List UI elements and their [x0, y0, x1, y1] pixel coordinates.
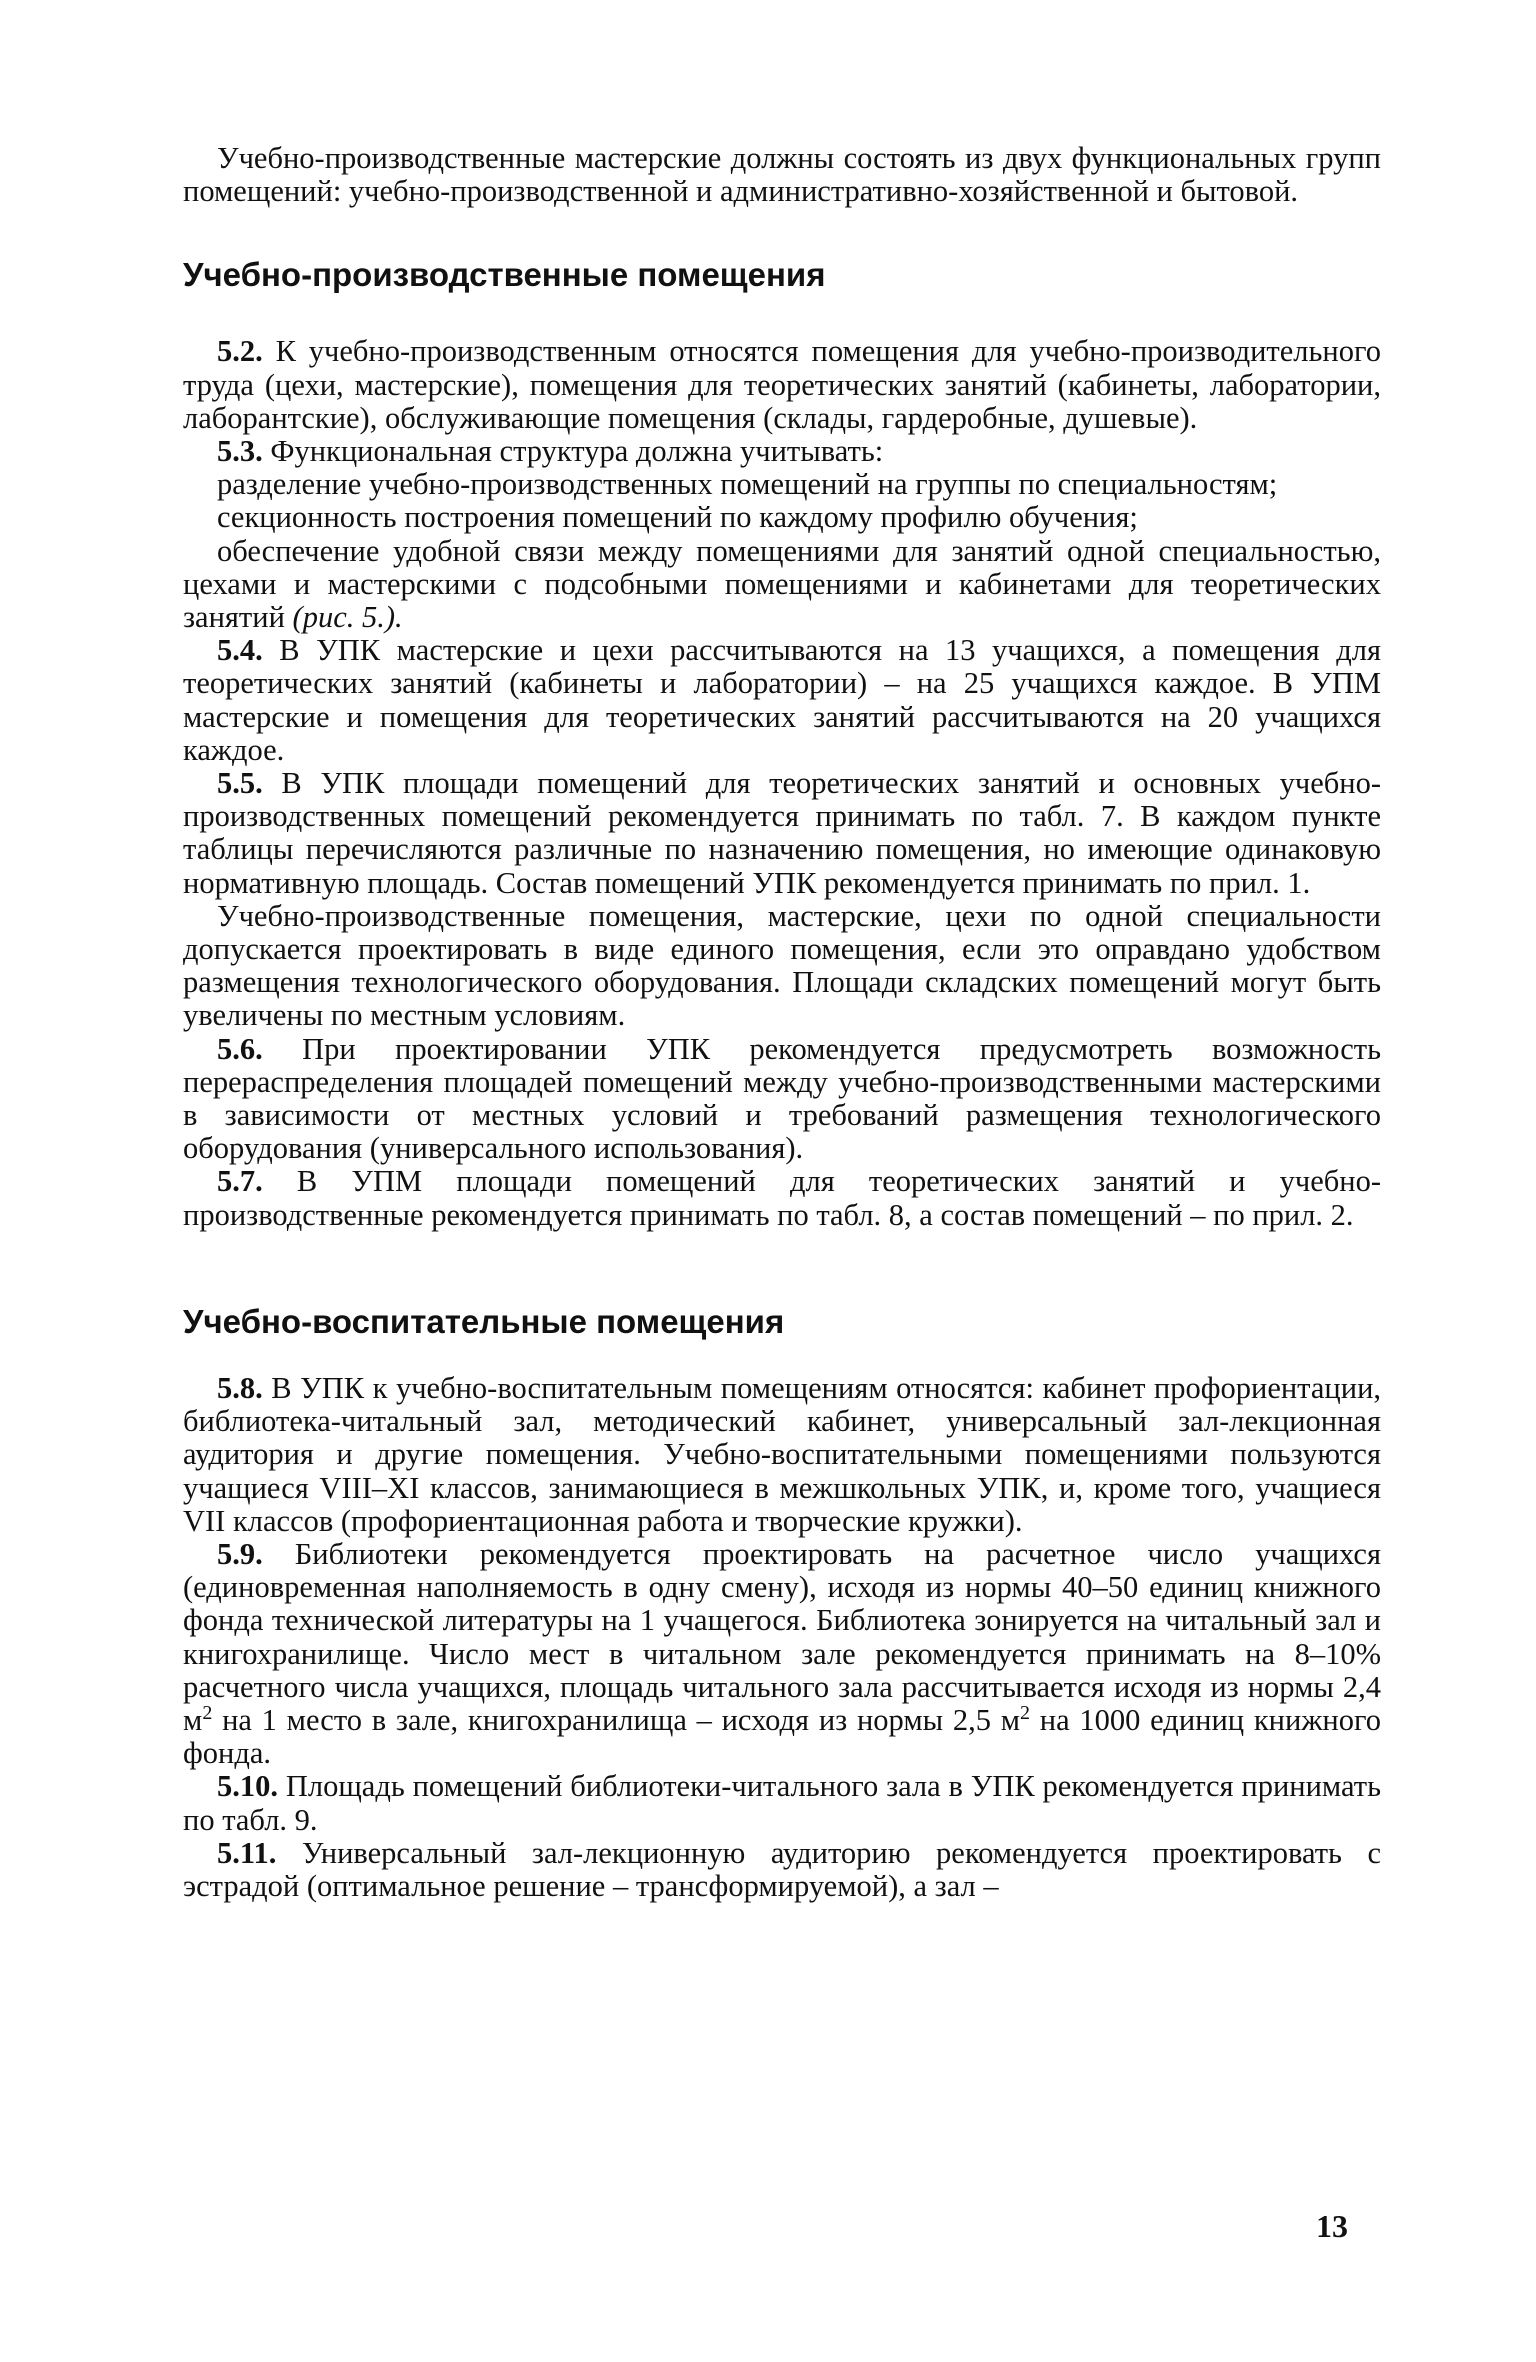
paragraph-text: на 1 место в зале, книгохранилища – исходя из нормы 2,5 м: [212, 1702, 1021, 1737]
paragraph-5-8: [183, 1372, 1381, 1538]
paragraph-5-2: [183, 335, 1381, 435]
paragraph-text: Универсальный зал-лекционную аудиторию рекомендуется проектировать с эстрадой (оптимальное решение – трансформируемой), а зал –: [183, 1835, 1381, 1903]
figure-reference: (рис. 5.).: [292, 600, 403, 635]
paragraph-text: В УПМ площади помещений для теоретических занятий и учебно-производственные рекомендуется принимать по табл. 8, а состав помещений – по прил. 2.: [183, 1164, 1381, 1232]
paragraph-number: 5.3.: [217, 434, 263, 469]
list-item-text: обеспечение удобной связи между помещениями для занятий одной специальностью, цехами и мастерскими с подсобными помещениями и кабинетами для теоретических занятий: [183, 533, 1381, 635]
paragraph-5-3: [183, 435, 1381, 468]
paragraph-text: Библиотеки рекомендуется проектировать на расчетное число учащихся (единовременная наполняемость в одну смену), исходя из нормы 40–50 единиц книжного фонда технической литературы на 1 учащегося. Библиотека зонируется на читальный зал и книгохранилище. Число мест в читальном зале рекомендуется принимать на 8–10% расчетного числа учащихся, площадь читального зала рассчитывается исходя из нормы 2,4 м: [183, 1536, 1381, 1737]
paragraph-text: Функциональная структура должна учитывать:: [270, 434, 884, 469]
paragraph-number: 5.4.: [217, 633, 263, 668]
paragraph-text: В УПК к учебно-воспитательным помещениям относятся: кабинет профориентации, библиотека-читальный зал, методический кабинет, универсальный зал-лекционная аудитория и другие помещения. Учебно-воспитательными помещениями пользуются учащиеся VIII–XI классов, занимающиеся в межшкольных УПК, и, кроме того, учащиеся VII классов (профориентационная работа и творческие кружки).: [183, 1370, 1382, 1538]
paragraph-number: 5.5.: [217, 766, 263, 801]
section-heading-production: Учебно-производственные помещения: [183, 256, 826, 294]
paragraph-5-6: [183, 1033, 1381, 1166]
paragraph-5-5: [183, 767, 1381, 900]
paragraph-text: Площадь помещений библиотеки-читального зала в УПК рекомендуется принимать по табл. 9.: [183, 1769, 1381, 1837]
list-item: [183, 535, 1381, 635]
paragraph-5-5-continued: Учебно-производственные помещения, мастерские, цехи по одной специальности допускается проектировать в виде единого помещения, если это оправдано удобством размещения технологического оборудования. Площади складских помещений могут быть увеличены по местным условиям.: [183, 898, 1381, 1033]
paragraph-number: 5.10.: [217, 1769, 278, 1804]
paragraph-5-11: [183, 1837, 1381, 1903]
paragraph-text: При проектировании УПК рекомендуется предусмотреть возможность перераспределения площадей помещений между учебно-производственными мастерскими в зависимости от местных условий и требований размещения технологического оборудования (универсального использования).: [183, 1031, 1382, 1166]
paragraph-number: 5.8.: [217, 1370, 263, 1405]
paragraph-5-7: [183, 1165, 1381, 1231]
paragraph-number: 5.11.: [217, 1835, 277, 1870]
paragraph-text: на 1000 единиц книжного фонда.: [183, 1702, 1381, 1771]
paragraph-number: 5.2.: [217, 334, 263, 369]
paragraph-number: 5.6.: [217, 1031, 263, 1066]
paragraph-number: 5.7.: [217, 1164, 263, 1199]
superscript: 2: [202, 1701, 213, 1724]
paragraph-text: В УПК мастерские и цехи рассчитываются на 13 учащихся, а помещения для теоретических занятий (кабинеты и лаборатории) – на 25 учащихся каждое. В УПМ мастерские и помещения для теоретических занятий рассчитываются на 20 учащихся каждое.: [183, 633, 1382, 767]
paragraph-text: К учебно-производственным относятся помещения для учебно-производительного труда (цехи, мастерские), помещения для теоретических занятий (кабинеты, лаборатории, лаборантские), обслуживающие помещения (склады, гардеробные, душевые).: [183, 334, 1382, 435]
paragraph-5-9: [183, 1538, 1381, 1770]
paragraph-5-10: [183, 1770, 1381, 1836]
intro-paragraph: Учебно-производственные мастерские должны состоять из двух функциональных групп помещений: учебно-производственной и административно-хозяйственной и бытовой.: [183, 141, 1381, 209]
paragraph-5-4: [183, 634, 1381, 767]
superscript: 2: [1020, 1701, 1031, 1724]
page-text: [183, 142, 1381, 1903]
paragraph-text: В УПК площади помещений для теоретических занятий и основных учебно-производственных помещений рекомендуется принимать по табл. 7. В каждом пункте таблицы перечисляются различные по назначению помещения, но имеющие одинаковую нормативную площадь. Состав помещений УПК рекомендуется принимать по прил. 1.: [183, 766, 1382, 900]
paragraph-number: 5.9.: [217, 1536, 263, 1571]
page-number: 13: [1316, 2208, 1348, 2244]
list-item: разделение учебно-производственных помещений на группы по специальностям;: [217, 467, 1278, 502]
list-item: секционность построения помещений по каждому профилю обучения;: [217, 500, 1138, 535]
section-heading-educational: Учебно-воспитательные помещения: [183, 1302, 785, 1340]
